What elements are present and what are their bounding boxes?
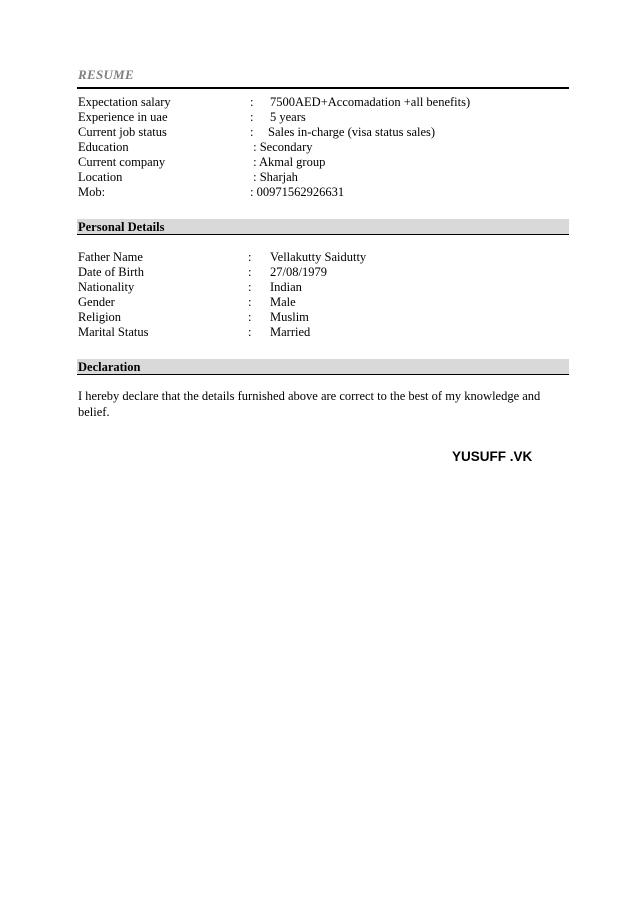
detail-row: [78, 170, 568, 185]
personal-value: 27/08/1979: [270, 265, 327, 279]
personal-colon: :: [248, 295, 252, 309]
detail-value: : Sharjah: [250, 170, 298, 184]
personal-value: Male: [270, 295, 296, 309]
personal-value: Vellakutty Saidutty: [270, 250, 367, 264]
detail-row: [78, 185, 568, 200]
detail-row: [78, 125, 568, 140]
personal-colon: :: [248, 325, 252, 339]
personal-label: Father Name: [78, 250, 143, 264]
personal-colon: :: [248, 280, 252, 294]
personal-row: [78, 310, 568, 325]
personal-label: Marital Status: [78, 325, 149, 339]
detail-colon: :: [250, 95, 254, 109]
signature-name: YUSUFF .VK: [452, 449, 533, 464]
detail-colon: :: [250, 110, 254, 124]
personal-row: [78, 265, 568, 280]
detail-colon: :: [250, 125, 254, 139]
title-divider: [77, 87, 569, 89]
personal-value: Indian: [270, 280, 302, 294]
personal-row: [78, 325, 568, 340]
detail-row: [78, 110, 568, 125]
personal-details-heading: Personal Details: [77, 219, 569, 235]
detail-label: Current job status: [78, 125, 167, 139]
detail-value: 5 years: [270, 110, 306, 124]
personal-colon: :: [248, 265, 252, 279]
personal-row: [78, 250, 568, 265]
personal-value: Muslim: [270, 310, 309, 324]
declaration-text: I hereby declare that the details furnished above are correct to the best of my knowledge and belief.: [78, 389, 541, 419]
detail-value: : Secondary: [250, 140, 313, 154]
personal-label: Date of Birth: [78, 265, 144, 279]
personal-label: Religion: [78, 310, 122, 324]
personal-row: [78, 295, 568, 310]
detail-value: : Akmal group: [250, 155, 326, 169]
detail-label: Expectation salary: [78, 95, 171, 109]
detail-label: Education: [78, 140, 129, 154]
detail-label: Current company: [78, 155, 166, 169]
detail-row: [78, 155, 568, 170]
resume-title: RESUME: [78, 67, 134, 82]
detail-row: [78, 95, 568, 110]
personal-row: [78, 280, 568, 295]
detail-label: Mob:: [78, 185, 106, 199]
personal-label: Gender: [78, 295, 115, 309]
declaration-heading: Declaration: [77, 359, 569, 375]
personal-colon: :: [248, 310, 252, 324]
detail-value: Sales in-charge (visa status sales): [268, 125, 436, 139]
personal-details: [78, 250, 568, 340]
detail-value: 7500AED+Accomadation +all benefits): [270, 95, 471, 109]
detail-label: Location: [78, 170, 123, 184]
personal-colon: :: [248, 250, 252, 264]
personal-value: Married: [270, 325, 311, 339]
detail-value: : 00971562926631: [250, 185, 345, 199]
detail-label: Experience in uae: [78, 110, 168, 124]
detail-row: [78, 140, 568, 155]
personal-label: Nationality: [78, 280, 135, 294]
job-details: [78, 95, 568, 200]
